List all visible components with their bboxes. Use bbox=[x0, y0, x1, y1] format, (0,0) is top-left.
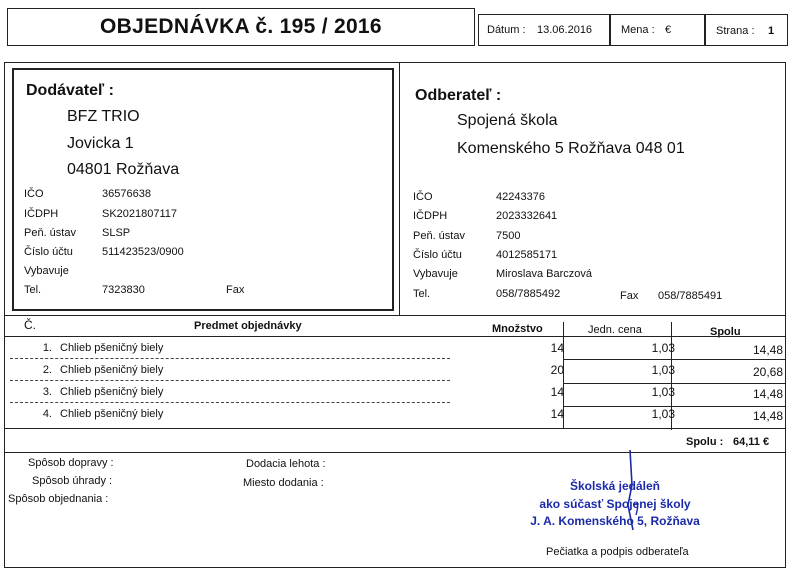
supplier-fax-label: Fax bbox=[226, 284, 245, 296]
signature-label: Pečiatka a podpis odberateľa bbox=[546, 546, 689, 558]
sum-label: Spolu : bbox=[686, 436, 724, 448]
col-header-no: Č. bbox=[24, 318, 36, 332]
row-divider bbox=[563, 406, 786, 407]
stamp-line-3: J. A. Komenského 5, Rožňava bbox=[530, 514, 700, 528]
supplier-icdph-value: SK2021807117 bbox=[102, 208, 178, 220]
currency-box bbox=[610, 14, 705, 46]
page-label: Strana : bbox=[716, 25, 755, 37]
customer-handler-value: Miroslava Barczová bbox=[496, 268, 592, 280]
row-item: Chlieb pšeničný biely bbox=[60, 342, 164, 354]
customer-ico-value: 42243376 bbox=[496, 191, 545, 203]
payment-label: Spôsob úhrady : bbox=[32, 475, 113, 487]
supplier-name: BFZ TRIO bbox=[67, 108, 140, 125]
customer-fax-label: Fax bbox=[620, 290, 639, 302]
supplier-account-label: Číslo účtu bbox=[24, 246, 73, 258]
customer-bank-value: 7500 bbox=[496, 230, 521, 242]
col-header-total: Spolu bbox=[710, 326, 741, 338]
stamp-line-1: Školská jedáleň bbox=[569, 479, 661, 493]
customer-heading: Odberateľ : bbox=[415, 87, 502, 104]
customer-account-label: Číslo účtu bbox=[413, 249, 462, 261]
sum-rule bbox=[4, 452, 786, 453]
stamp-line-2: ako súčasť Spojenej školy bbox=[539, 497, 691, 511]
customer-handler-label: Vybavuje bbox=[413, 268, 458, 280]
order-method-label: Spôsob objednania : bbox=[8, 493, 109, 505]
row-qty: 14 bbox=[550, 341, 564, 355]
date-value: 13.06.2016 bbox=[537, 24, 593, 36]
row-item: Chlieb pšeničný biely bbox=[60, 408, 164, 420]
row-item: Chlieb pšeničný biely bbox=[60, 386, 164, 398]
supplier-box bbox=[12, 68, 394, 311]
row-divider bbox=[10, 402, 450, 403]
row-divider bbox=[10, 358, 450, 359]
customer-ico-label: IČO bbox=[413, 191, 433, 203]
supplier-handler-label: Vybavuje bbox=[24, 265, 69, 277]
customer-tel-label: Tel. bbox=[413, 288, 431, 300]
order-title: OBJEDNÁVKA č. 195 / 2016 bbox=[100, 15, 382, 38]
row-index: 3. bbox=[42, 386, 52, 398]
row-total: 20,68 bbox=[752, 365, 783, 379]
table-top-rule bbox=[4, 315, 786, 316]
customer-address: Komenského 5 Rožňava 048 01 bbox=[457, 140, 685, 157]
row-divider bbox=[563, 359, 786, 360]
row-divider bbox=[563, 383, 786, 384]
supplier-icdph-label: IČDPH bbox=[24, 208, 59, 220]
customer-name: Spojená škola bbox=[457, 112, 558, 129]
supplier-tel-value: 7323830 bbox=[102, 284, 145, 296]
supplier-tel-label: Tel. bbox=[24, 284, 42, 296]
sum-value: 64,11 € bbox=[733, 436, 770, 448]
delivery-place-label: Miesto dodania : bbox=[243, 477, 324, 489]
row-price: 1,03 bbox=[651, 363, 675, 377]
supplier-bank-label: Peň. ústav bbox=[24, 227, 76, 239]
customer-account-value: 4012585171 bbox=[496, 249, 558, 261]
row-qty: 14 bbox=[550, 407, 564, 421]
signature-mark bbox=[600, 445, 660, 535]
customer-icdph-label: IČDPH bbox=[413, 210, 448, 222]
table-row bbox=[8, 382, 782, 403]
row-index: 2. bbox=[42, 364, 52, 376]
row-price: 1,03 bbox=[651, 385, 675, 399]
page-box bbox=[705, 14, 788, 46]
table-bottom-rule bbox=[4, 428, 786, 429]
table-row bbox=[8, 338, 782, 359]
col-header-item: Predmet objednávky bbox=[194, 320, 302, 332]
transport-label: Spôsob dopravy : bbox=[28, 457, 114, 469]
delivery-deadline-label: Dodacia lehota : bbox=[246, 458, 326, 470]
table-row bbox=[8, 360, 782, 381]
row-total: 14,48 bbox=[752, 387, 783, 401]
row-divider bbox=[10, 380, 450, 381]
supplier-ico-value: 36576638 bbox=[102, 188, 151, 200]
date-label: Dátum : bbox=[487, 24, 526, 36]
page-value: 1 bbox=[768, 25, 775, 37]
date-box bbox=[478, 14, 610, 46]
currency-label: Mena : bbox=[621, 24, 655, 36]
currency-value: € bbox=[665, 24, 672, 36]
row-qty: 14 bbox=[550, 385, 564, 399]
customer-bank-label: Peň. ústav bbox=[413, 230, 465, 242]
supplier-bank-value: SLSP bbox=[102, 227, 131, 239]
supplier-account-value: 511423523/0900 bbox=[102, 246, 184, 258]
customer-icdph-value: 2023332641 bbox=[496, 210, 558, 222]
table-row bbox=[8, 404, 782, 425]
customer-fax-value: 058/7885491 bbox=[658, 290, 723, 302]
row-qty: 20 bbox=[550, 363, 564, 377]
supplier-city: 04801 Rožňava bbox=[67, 161, 180, 178]
row-total: 14,48 bbox=[752, 409, 783, 423]
supplier-street: Jovicka 1 bbox=[67, 135, 134, 152]
row-total: 14,48 bbox=[752, 343, 783, 357]
row-price: 1,03 bbox=[651, 407, 675, 421]
row-index: 4. bbox=[42, 408, 52, 420]
row-item: Chlieb pšeničný biely bbox=[60, 364, 164, 376]
customer-tel-value: 058/7885492 bbox=[496, 288, 561, 300]
supplier-ico-label: IČO bbox=[24, 188, 44, 200]
col-header-price: Jedn. cena bbox=[588, 324, 642, 336]
party-divider bbox=[399, 63, 400, 315]
col-header-qty: Množstvo bbox=[492, 323, 543, 335]
supplier-heading: Dodávateľ : bbox=[26, 82, 114, 99]
table-header-rule bbox=[4, 336, 786, 337]
row-index: 1. bbox=[42, 342, 52, 354]
row-price: 1,03 bbox=[651, 341, 675, 355]
title-box bbox=[7, 8, 475, 46]
